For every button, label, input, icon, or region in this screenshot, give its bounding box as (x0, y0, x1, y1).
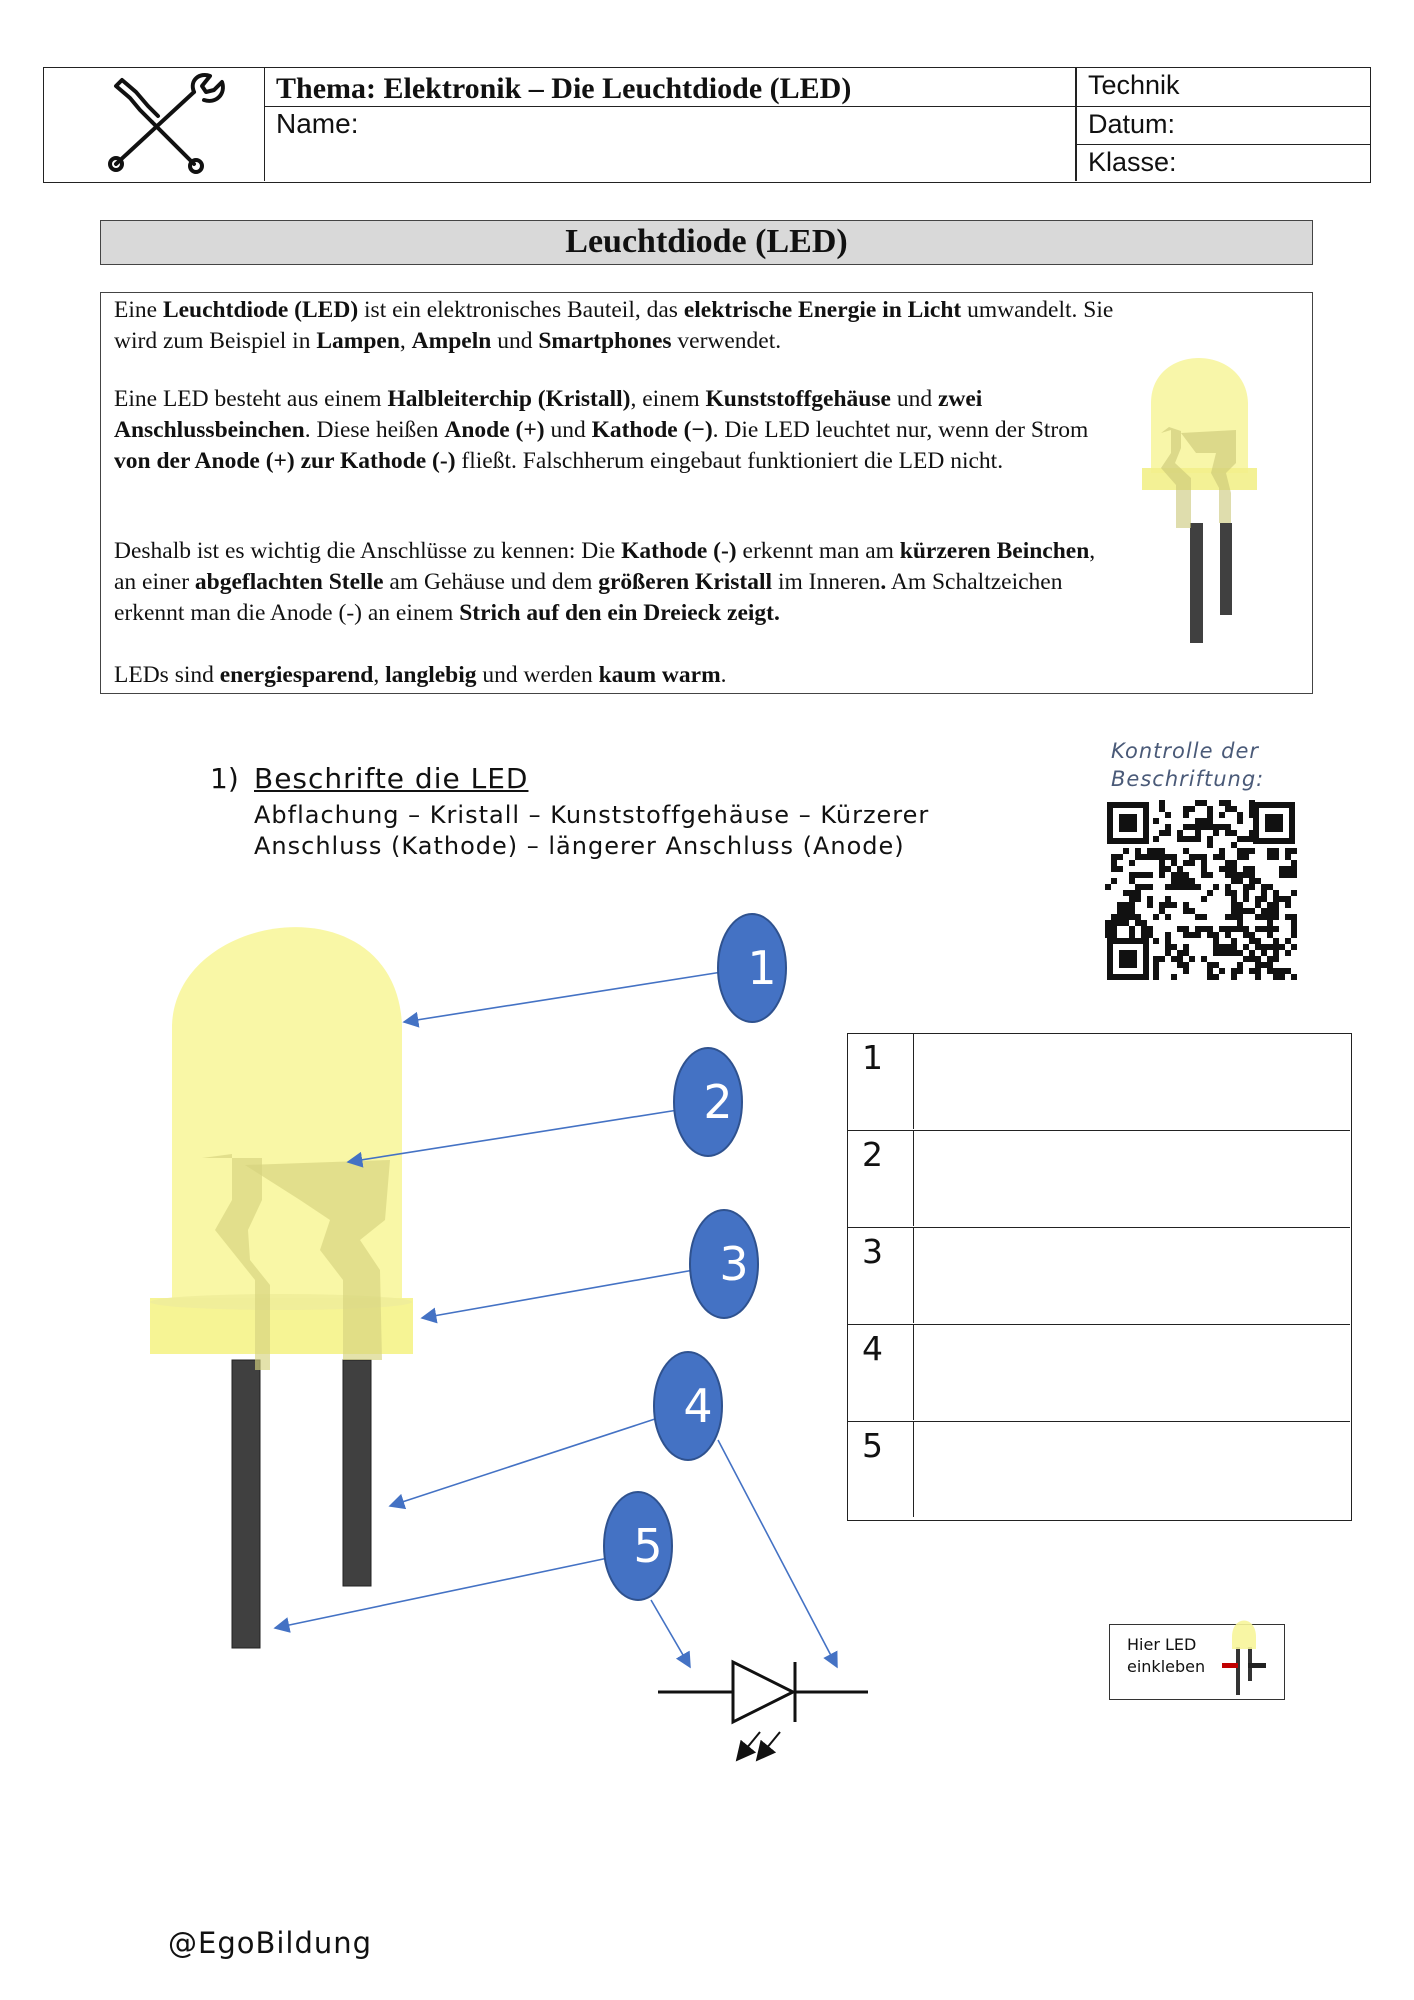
worksheet-header (43, 67, 1371, 183)
led-illustration-small (1131, 323, 1281, 663)
topic-title: Thema: Elektronik – Die Leuchtdiode (LED) (276, 72, 852, 105)
info-box (100, 292, 1313, 694)
sticker-label-line-1: Hier LED (1127, 1635, 1197, 1654)
answer-field-5[interactable] (913, 1422, 1351, 1517)
header-column-divider (1075, 68, 1077, 181)
subject-label: Technik (1088, 70, 1180, 100)
info-paragraph-1: Eine Leuchtdiode (LED) ist ein elektronisches Bauteil, das elektrische Energie in Licht umwandelt. Sie wird zum Beispiel in Lampen, Ampeln und Smartphones verwendet. (114, 297, 1114, 354)
qr-code[interactable] (1105, 800, 1297, 982)
answer-field-1[interactable] (913, 1034, 1351, 1129)
info-paragraph-2: Eine LED besteht aus einem Halbleiterchip (Kristall), einem Kunststoffgehäuse und zwei Anschlussbeinchen. Diese heißen Anode (+) und Kathode (−). Die LED leuchtet nur, wenn der Strom von der Anode (+) zur Kathode (-) fließt. Falschherum eingebaut funktioniert die LED nicht. (114, 386, 1089, 474)
marker-3-label: 3 (719, 1237, 749, 1291)
led-leg-long (232, 1360, 260, 1648)
sticker-label (1127, 1634, 1205, 1678)
answer-field-4[interactable] (913, 1325, 1351, 1420)
led-sticker-area[interactable] (1109, 1624, 1285, 1700)
answer-row-number: 2 (862, 1135, 883, 1174)
answer-table (847, 1033, 1352, 1521)
led-leg-short (343, 1360, 371, 1586)
tools-icon (44, 68, 264, 181)
answer-row (848, 1131, 1350, 1228)
led-schematic-symbol (658, 1662, 868, 1760)
date-field[interactable]: Datum: (1088, 109, 1176, 139)
marker-2-label: 2 (703, 1075, 733, 1129)
header-icon-cell (44, 68, 265, 181)
answer-row (848, 1422, 1350, 1519)
header-divider-right (1076, 144, 1370, 145)
marker-2 (674, 1048, 742, 1156)
marker-5 (604, 1492, 672, 1600)
answer-row-number: 5 (862, 1426, 883, 1465)
answer-row-number: 4 (862, 1329, 883, 1368)
class-field[interactable]: Klasse: (1088, 147, 1177, 177)
qr-label: Kontrolle der Beschriftung: (1111, 739, 1265, 791)
info-paragraph-3: Deshalb ist es wichtig die Anschlüsse zu kennen: Die Kathode (-) erkennt man am kürzeren Beinchen, an einer abgeflachten Stelle am Gehäuse und dem größeren Kristall im Inneren. Am Schaltzeichen erkennt man die Anode (-) an einem Strich auf den ein Dreieck zeigt. (114, 538, 1096, 626)
marker-5-label: 5 (633, 1519, 663, 1573)
answer-row (848, 1034, 1350, 1131)
exercise-number: 1) (210, 762, 239, 795)
header-divider (265, 106, 1370, 107)
exercise-title: Beschrifte die LED (254, 762, 529, 795)
led-diagram (0, 900, 900, 1780)
exercise-word-bank: Abflachung – Kristall – Kunststoffgehäuse – Kürzerer Anschluss (Kathode) – längerer Anschluss (Anode) (254, 801, 930, 860)
answer-field-3[interactable] (913, 1228, 1351, 1323)
marker-4 (654, 1352, 722, 1460)
footer-credit: @EgoBildung (168, 1926, 373, 1960)
answer-row (848, 1228, 1350, 1325)
marker-4-label: 4 (683, 1379, 713, 1433)
sticker-label-line-2: einkleben (1127, 1657, 1206, 1676)
name-field[interactable]: Name: (276, 108, 359, 139)
section-title: Leuchtdiode (LED) (100, 220, 1313, 265)
answer-row-number: 3 (862, 1232, 883, 1271)
info-paragraph-4: LEDs sind energiesparend, langlebig und werden kaum warm. (114, 662, 727, 688)
marker-3 (690, 1210, 758, 1318)
answer-row (848, 1325, 1350, 1422)
mini-led-icon (1222, 1607, 1282, 1697)
led-body (172, 927, 402, 1305)
answer-row-number: 1 (862, 1038, 883, 1077)
marker-1 (718, 914, 786, 1022)
answer-field-2[interactable] (913, 1131, 1351, 1226)
marker-1-label: 1 (747, 941, 777, 995)
